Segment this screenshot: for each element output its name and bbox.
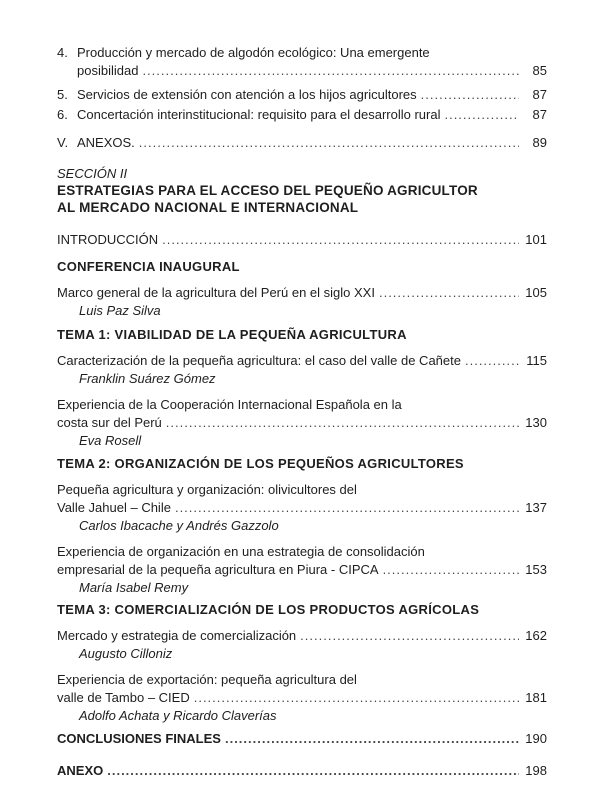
leader-dots [107,762,519,780]
item-number: V. [57,135,69,150]
conferencia-group [57,258,547,320]
leader-dots [139,134,519,152]
toc-item-anexos [57,134,547,152]
item-text: Pequeña agricultura y organización: olivicultores del [57,482,357,497]
section-label: SECCIÓN II [57,166,128,181]
page-number: 153 [525,562,547,577]
toc-conclusiones [57,730,547,748]
author: Adolfo Achata y Ricardo Claverías [79,708,277,723]
item-text: Experiencia de exportación: pequeña agricultura del [57,672,357,687]
page-number: 101 [525,232,547,247]
group-heading: TEMA 1: VIABILIDAD DE LA PEQUEÑA AGRICULTURA [57,327,407,342]
item-number: 5. [57,87,68,102]
leader-dots [300,627,519,645]
item-text: posibilidad [77,63,139,78]
leader-dots [142,62,519,80]
leader-dots [162,231,519,249]
leader-dots [421,86,519,104]
item-text: Servicios de extensión con atención a los hijos agricultores [77,87,417,102]
group-heading: TEMA 3: COMERCIALIZACIÓN DE LOS PRODUCTOS AGRÍCOLAS [57,602,480,617]
author: Augusto Cilloniz [79,646,173,661]
item-text: Marco general de la agricultura del Perú en el siglo XXI [57,285,375,300]
author: Eva Rosell [79,433,142,448]
group-heading: CONFERENCIA INAUGURAL [57,259,240,274]
author: Franklin Suárez Gómez [79,371,216,386]
tema1-group [57,326,547,450]
toc-anexo [57,762,547,780]
item-text: Experiencia de la Cooperación Internacional Española en la [57,397,402,412]
leader-dots [225,730,519,748]
item-text: Experiencia de organización en una estrategia de consolidación [57,544,425,559]
leader-dots [166,414,519,432]
item-number: 4. [57,45,68,60]
item-text: Caracterización de la pequeña agricultura: el caso del valle de Cañete [57,353,461,368]
page-number: 87 [532,107,547,122]
item-text: ANEXO [57,763,104,778]
page-number: 85 [532,63,547,78]
group-heading: TEMA 2: ORGANIZACIÓN DE LOS PEQUEÑOS AGRICULTORES [57,456,464,471]
page-number: 130 [525,415,547,430]
author: Carlos Ibacache y Andrés Gazzolo [79,518,279,533]
item-text: costa sur del Perú [57,415,162,430]
leader-dots [383,561,519,579]
author: María Isabel Remy [79,580,189,595]
item-text: Mercado y estrategia de comercialización [57,628,297,643]
leader-dots [194,689,519,707]
toc-intro [57,231,547,249]
page-number: 181 [525,690,547,705]
item-text: Valle Jahuel – Chile [57,500,171,515]
item-text: CONCLUSIONES FINALES [57,731,221,746]
section-title-line2: AL MERCADO NACIONAL E INTERNACIONAL [57,200,359,215]
toc-item-4 [57,44,547,80]
page-number: 105 [525,285,547,300]
item-text: Producción y mercado de algodón ecológico: Una emergente [77,45,430,60]
leader-dots [175,499,519,517]
page-number: 89 [532,135,547,150]
item-text: Concertación interinstitucional: requisito para el desarrollo rural [77,107,441,122]
page-number: 115 [526,353,547,368]
author: Luis Paz Silva [79,303,161,318]
item-number: 6. [57,107,68,122]
tema3-group [57,601,547,725]
item-text: ANEXOS. [77,135,135,150]
item-text: INTRODUCCIÓN [57,232,159,247]
toc-item-6 [57,106,547,124]
leader-dots [379,284,519,302]
page-number: 137 [525,500,547,515]
tema2-group [57,455,547,597]
page-number: 87 [532,87,547,102]
section-title-line1: ESTRATEGIAS PARA EL ACCESO DEL PEQUEÑO AGRICULTOR [57,183,478,198]
leader-dots [465,352,519,370]
page-number: 198 [525,763,547,778]
item-text: valle de Tambo – CIED [57,690,190,705]
page-number: 190 [525,731,547,746]
item-text: empresarial de la pequeña agricultura en Piura - CIPCA [57,562,379,577]
section-header [57,166,547,216]
page-number: 162 [525,628,547,643]
leader-dots [444,106,519,124]
toc-item-5 [57,86,547,104]
